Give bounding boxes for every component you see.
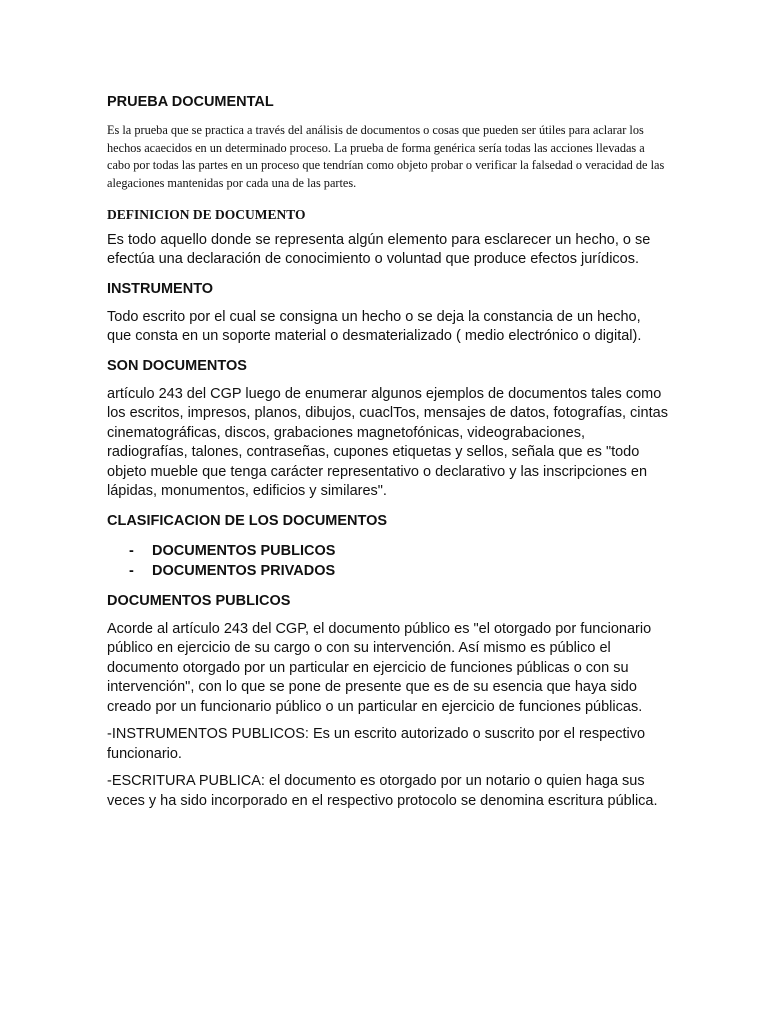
- paragraph-publicos: Acorde al artículo 243 del CGP, el documento público es "el otorgado por funcionario público en ejercicio de su cargo o con su intervención. Así mismo es público el documento otorgado por un particular en ejercicio de funciones públicas o con su intervención", con lo que se pone de presente que es de su esencia que haya sido creado por un funcionario público o un particular en ejercicio de funciones públicas.: [107, 620, 652, 715]
- paragraph-instrumentos-publicos: -INSTRUMENTOS PUBLICOS: Es un escrito autorizado o suscrito por el respectivo funcionario.: [107, 726, 646, 762]
- dash-bullet: -: [129, 563, 134, 580]
- heading-publicos: DOCUMENTOS PUBLICOS: [107, 592, 291, 609]
- list-item: [129, 561, 668, 582]
- heading-son-documentos: SON DOCUMENTOS: [107, 357, 247, 374]
- heading-instrumento: INSTRUMENTO: [107, 280, 214, 297]
- clasificacion-list: [107, 541, 668, 582]
- paragraph-instrumento: Todo escrito por el cual se consigna un hecho o se deja la constancia de un hecho, que consta en un soporte material o desmaterializado ( medio electrónico o digital).: [107, 308, 642, 345]
- list-item-label: DOCUMENTOS PUBLICOS: [152, 542, 336, 559]
- list-item-label: DOCUMENTOS PRIVADOS: [152, 563, 336, 580]
- paragraph-escritura-publica: -ESCRITURA PUBLICA: el documento es otorgado por un notario o quien haga sus veces y ha sido incorporado en el respectivo protocolo se denomina escritura pública.: [107, 773, 658, 809]
- dash-bullet: -: [129, 542, 134, 559]
- paragraph-son-documentos: artículo 243 del CGP luego de enumerar algunos ejemplos de documentos tales como los escritos, impresos, planos, dibujos, cuaclTos, mensajes de datos, fotografías, cintas cinematográficas, discos, grabaciones magnetofónicas, videograbaciones, radiografías, talones, contraseñas, cupones etiquetas y sellos, señala que es "todo objeto mueble que tenga carácter representativo o declarativo y las inscripciones en lápidas, monumentos, edificios y similares".: [107, 385, 668, 500]
- paragraph-definicion: Es todo aquello donde se representa algún elemento para esclarecer un hecho, o se efectúa una declaración de conocimiento o voluntad que produce efectos jurídicos.: [107, 231, 651, 268]
- list-item: [129, 541, 668, 562]
- intro-paragraph: Es la prueba que se practica a través del análisis de documentos o cosas que pueden ser útiles para aclarar los hechos acaecidos en un determinado proceso. La prueba de forma genérica sería todas las acciones llevadas a cabo por todas las partes en un proceso que tendrían como objeto probar o verificar la falsedad o veracidad de las alegaciones mantenidas por cada una de las partes.: [107, 123, 665, 191]
- document-title: PRUEBA DOCUMENTAL: [107, 94, 274, 110]
- heading-definicion: DEFINICION DE DOCUMENTO: [107, 206, 306, 222]
- heading-clasificacion: CLASIFICACION DE LOS DOCUMENTOS: [107, 512, 388, 529]
